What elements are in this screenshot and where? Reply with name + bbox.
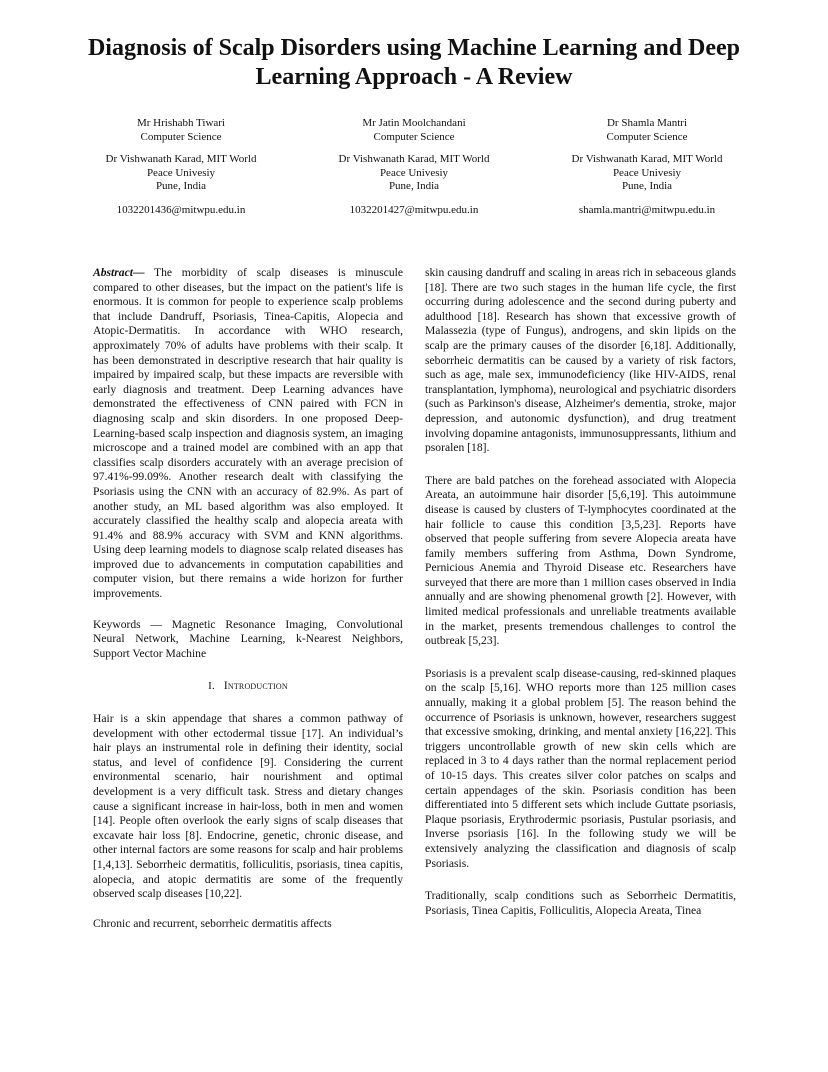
author-email: shamla.mantri@mitwpu.edu.in	[578, 203, 716, 216]
abstract-text: The morbidity of scalp diseases is minuscule compared to other diseases, but the impact on the patient's life is enormous. It is common for people to experience scalp problems that include Dandruff, Psoriasis, Tinea-Capitis, Alopecia and Atopic-Dermatitis. In accordance with WHO research, approximately 70% of adults have problems with their scalp. It has been demonstrated in descriptive research that hair quality is impaired by impaired scalp, but these impacts are reversible with early diagnosis and treatment. Deep Learning advances have demonstrated the effectiveness of CNN paired with FCN in diagnosing scalp and skin disorders. In one proposed Deep-Learning-based scalp inspection and diagnosis system, an imaging microscope and a trained model are combined with an app that classifies scalp disorders accurately with an average precision of 97.41%-99.09%. Another research dealt with classifying the Psoriasis using the CNN with an accuracy of 82.9%. As part of another study, an ML based algorithm was also employed. It accurately classified the healthy scalp and alopecia areata with 91.4% and 88.9% accuracy with SVM and KNN algorithms. Using deep learning models to diagnose scalp related diseases has improved due to advancements in computation capabilities and computer vision, but there remains a wide horizon for further improvements.	[93, 266, 403, 601]
author-email: 1032201436@mitwpu.edu.in	[116, 203, 246, 216]
author-affiliation-line2: Peace Univesiy	[612, 166, 682, 179]
left-column	[93, 266, 403, 931]
abstract-label: Abstract—	[93, 266, 145, 279]
paragraph: There are bald patches on the forehead associated with Alopecia Areata, an autoimmune hair disorder [5,6,19]. This autoimmune disease is caused by clusters of T-lymphocytes coordinated at the hair follicle to cause this condition [3,5,23]. Reports have observed that people suffering from severe Alopecia areata have family members suffering from Asthma, Down Syndrome, Pernicious Anemia and Thyroid Disease etc. Researchers have surveyed that there are more than 1 million cases observed in India annually and are showing phenomenal growth [2]. However, with limited medical professionals and unreliable treatments available in the market, presents tremendous challenges to control the outbreak [5,23].	[425, 473, 736, 648]
author-department: Computer Science	[373, 130, 455, 143]
author-2	[303, 117, 525, 217]
author-affiliation: Dr Vishwanath Karad, MIT World	[571, 153, 723, 165]
paper-title: Diagnosis of Scalp Disorders using Machine Learning and Deep Learning Approach - A Review	[87, 35, 741, 90]
author-name: Mr Jatin Moolchandani	[362, 117, 466, 129]
paragraph: Hair is a skin appendage that shares a common pathway of development with other ectodermal tissue [17]. An individual’s hair plays an instrumental role in defining their identity, social status, and level of confidence [9]. Considering the current environmental scenario, hair nourishment and optimal development is a very difficult task. Stress and dietary changes cause a significant increase in hair-loss, both in men and women [14]. People often overlook the early signs of scalp diseases that excavate hair loss [8]. Endocrine, genetic, chronic disease, and other internal factors are some reasons for scalp and hair problems [1,4,13]. Seborrheic dermatitis, folliculitis, psoriasis, tinea capitis, alopecia, and atopic dermatitis are some of the frequently observed scalp diseases [10,22].	[93, 712, 403, 901]
author-affiliation-line2: Peace Univesiy	[379, 166, 449, 179]
paragraph: Traditionally, scalp conditions such as Seborrheic Dermatitis, Psoriasis, Tinea Capitis, Folliculitis, Alopecia Areata, Tinea	[425, 889, 736, 917]
author-3	[536, 117, 758, 217]
author-email: 1032201427@mitwpu.edu.in	[349, 203, 479, 216]
author-name: Mr Hrishabh Tiwari	[136, 117, 225, 129]
abstract	[93, 266, 403, 602]
author-affiliation: Dr Vishwanath Karad, MIT World	[338, 153, 490, 165]
author-1	[70, 117, 292, 217]
author-department: Computer Science	[140, 130, 222, 143]
right-column	[425, 266, 736, 918]
author-city: Pune, India	[388, 180, 440, 192]
author-affiliation: Dr Vishwanath Karad, MIT World	[105, 153, 257, 165]
paragraph: Psoriasis is a prevalent scalp disease-causing, red-skinned plaques on the scalp [5,16]. WHO reports more than 125 million cases annually, making it a global problem [5]. The reason behind the occurrence of Psoriasis is unknown, however, researchers suggest that excessive smoking, drinking, and mental anxiety [16,22]. This triggers uncontrollable growth of new skin cells which are replaced in 3 to 4 days rather than the normal replacement period of 10-15 days. This creates silver color patches on scalps and certain appendages of the skin. Psoriasis condition has been differentiated into 5 different sets which include Guttate psoriasis, Plaque psoriasis, Erythrodermic psoriasis, Pustular psoriasis, and Inverse psoriasis [16]. In the following study we will be extensively analyzing the classification and diagnosis of scalp Psoriasis.	[425, 666, 736, 870]
section-number: I.	[208, 680, 215, 693]
author-block	[70, 117, 758, 217]
author-city: Pune, India	[621, 180, 673, 192]
paragraph: Chronic and recurrent, seborrheic dermatitis affects	[93, 916, 332, 930]
keywords: Keywords — Magnetic Resonance Imaging, Convolutional Neural Network, Machine Learning, k-Nearest Neighbors, Support Vector Machine	[93, 617, 403, 660]
section-title: Introduction	[223, 680, 288, 693]
author-city: Pune, India	[155, 180, 207, 192]
section-heading-introduction	[93, 679, 403, 694]
author-department: Computer Science	[606, 130, 688, 143]
author-name: Dr Shamla Mantri	[606, 117, 688, 129]
paragraph: skin causing dandruff and scaling in areas rich in sebaceous glands [18]. There are two such stages in the human life cycle, the first occurring during adolescence and the second during puberty and adulthood [18]. Research has shown that excessive growth of Malassezia (type of Fungus), androgens, and skin lipids on the scalp are the primary causes of the disorder [6,18]. Additionally, seborrheic dermatitis can be caused by a variety of risk factors, such as age, male sex, immunodeficiency (like HIV-AIDS, renal transplantation, lymphoma), neurological and psychiatric disorders (such as Parkinson's disease, Alzheimer's dementia, stroke, major depression, and autonomic dysfunction), and drug treatment involving dopamine antagonists, immunosuppressants, lithium and psoralen [18].	[425, 266, 736, 455]
author-affiliation-line2: Peace Univesiy	[146, 166, 216, 179]
